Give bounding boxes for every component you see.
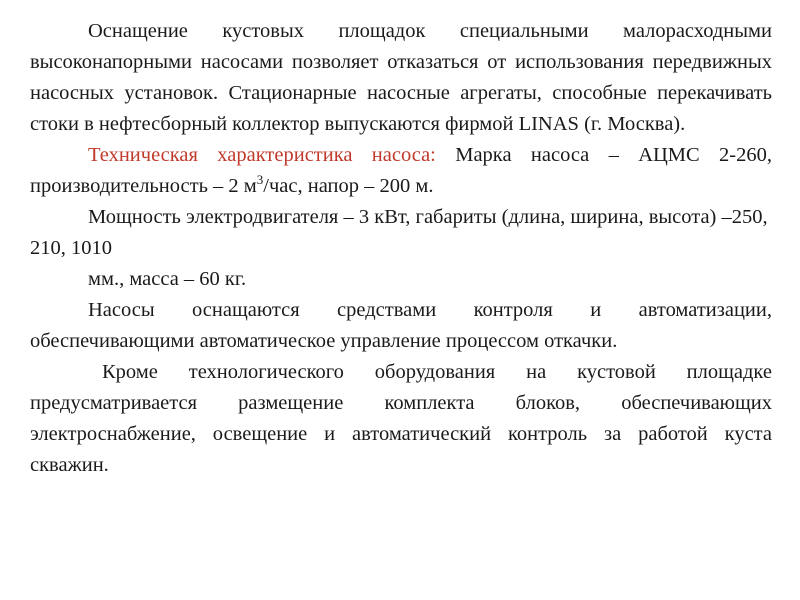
specs-text-a: Марка насоса – АЦМС 2-260, производительность – 2 м: [30, 144, 773, 197]
paragraph-mass: мм., масса – 60 кг.: [88, 268, 247, 290]
paragraph-specs: [30, 140, 772, 202]
document-text: [30, 16, 772, 481]
paragraph-automation: Насосы оснащаются средствами контроля и автоматизации, обеспечивающими автоматическое управление процессом откачки.: [30, 299, 772, 352]
paragraph-intro: Оснащение кустовых площадок специальными малорасходными высоконапорными насосами позволяет отказаться от использования передвижных насосных установок. Стационарные насосные агрегаты, способные перекачивать стоки в нефтесборный коллектор выпускаются фирмой LINAS (г. Москва).: [30, 20, 772, 135]
paragraph-equipment: Кроме технологического оборудования на кустовой площадке предусматривается размещение комплекта блоков, обеспечивающих электроснабжение, освещение и автоматический контроль за работой куста скважин.: [30, 361, 772, 476]
specs-superscript: 3: [256, 172, 264, 188]
paragraph-motor: Мощность электродвигателя – 3 кВт, габариты (длина, ширина, высота) –250, 210, 1010: [30, 206, 768, 259]
specs-label: Техническая характеристика насоса:: [88, 144, 436, 166]
specs-text-b: /час, напор – 200 м.: [263, 175, 434, 197]
